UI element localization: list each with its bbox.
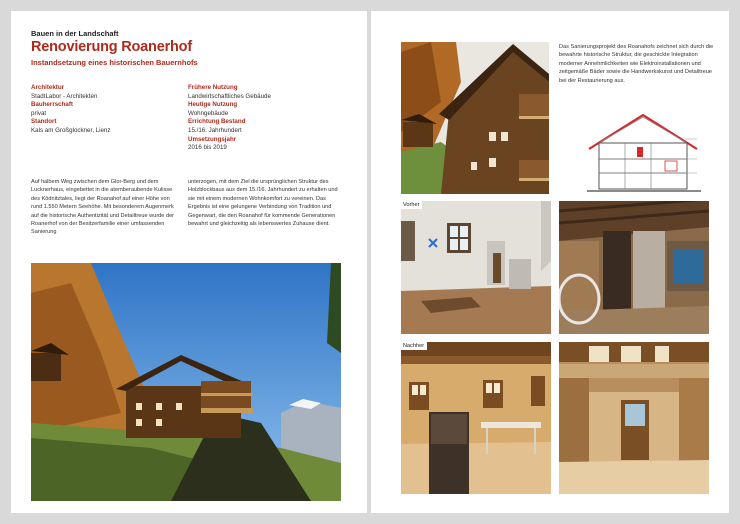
page-subtitle: Instandsetzung eines historischen Bauernhofs — [31, 58, 198, 67]
farmhouse-photo — [31, 263, 341, 501]
body-text-left: Auf halbem Weg zwischen dem Glor-Berg und dem Lucknerhaus, eingebettet in die atemberaubende Kulisse des Ködnitztales, liegt der Roanahof auf einer Höhe von rund 1.550 Metern Seehöhe. Mit besonderem Augenmerk auf die historische Authentizität und Detailtreue wurde der Roanerhof von der Besitzerfamilie einer umfassenden Sanierung — [31, 179, 175, 236]
fact-label: Heutige Nutzung — [188, 101, 238, 109]
fact-value: StadtLabor - Architekten — [31, 92, 98, 100]
facts-column-right — [188, 84, 338, 153]
fact-value: privat — [31, 109, 47, 117]
fact-label: Umsetzungsjahr — [188, 135, 237, 143]
fact-label: Architektur — [31, 84, 65, 91]
page-title: Renovierung Roanerhof — [31, 39, 192, 55]
body-text-right: unterzogen, mit dem Ziel die ursprünglichen Struktur des Holzblockbaus aus dem 15./16. Jahrhundert zu erhalten und sie mit einem modernen Wohnkomfort zu vereinen. Das Ergebnis ist eine gelungene Verbindung von Tradition und Gegenwart, die den Roanahof für kommende Generationen bewahrt und gleichzeitig als lebenswertes Zuhause dient. — [188, 179, 338, 228]
fact-label: Bauherrschaft — [31, 101, 73, 109]
before-interior-photo-1 — [401, 201, 551, 334]
facts-column-left — [31, 84, 181, 136]
building-section-drawing — [585, 109, 703, 197]
fact-label: Frühere Nutzung — [188, 84, 238, 91]
left-page — [11, 11, 367, 513]
intro-text: Das Sanierungsprojekt des Roanahofs zeichnet sich durch die bewahrte historische Struktur, die geschickte Integration moderner Annehmlichkeiten wie Elektroinstallationen und zeitgemäße Bäder sowie die Handwerkskunst und Detailtreue bei der Restaurierung aus. — [559, 44, 714, 84]
before-interior-photo-2 — [559, 201, 709, 334]
fact-label: Standort — [31, 118, 57, 126]
after-tag: Nachher — [401, 342, 427, 350]
after-interior-photo-1 — [401, 342, 551, 494]
fact-value: 2016 bis 2019 — [188, 144, 227, 152]
exterior-photo — [401, 42, 549, 194]
fact-value: Wohngebäude — [188, 109, 229, 117]
section-label: Bauen in der Landschaft — [31, 29, 119, 38]
fact-label: Errichtung Bestand — [188, 118, 246, 126]
before-tag: Vorher — [401, 201, 422, 209]
fact-value: Kals am Großglockner, Lienz — [31, 126, 111, 134]
after-interior-photo-2 — [559, 342, 709, 494]
fact-value: Landwirtschaftliches Gebäude — [188, 92, 271, 100]
right-page — [371, 11, 729, 513]
fact-value: 15./16. Jahrhundert — [188, 126, 242, 134]
